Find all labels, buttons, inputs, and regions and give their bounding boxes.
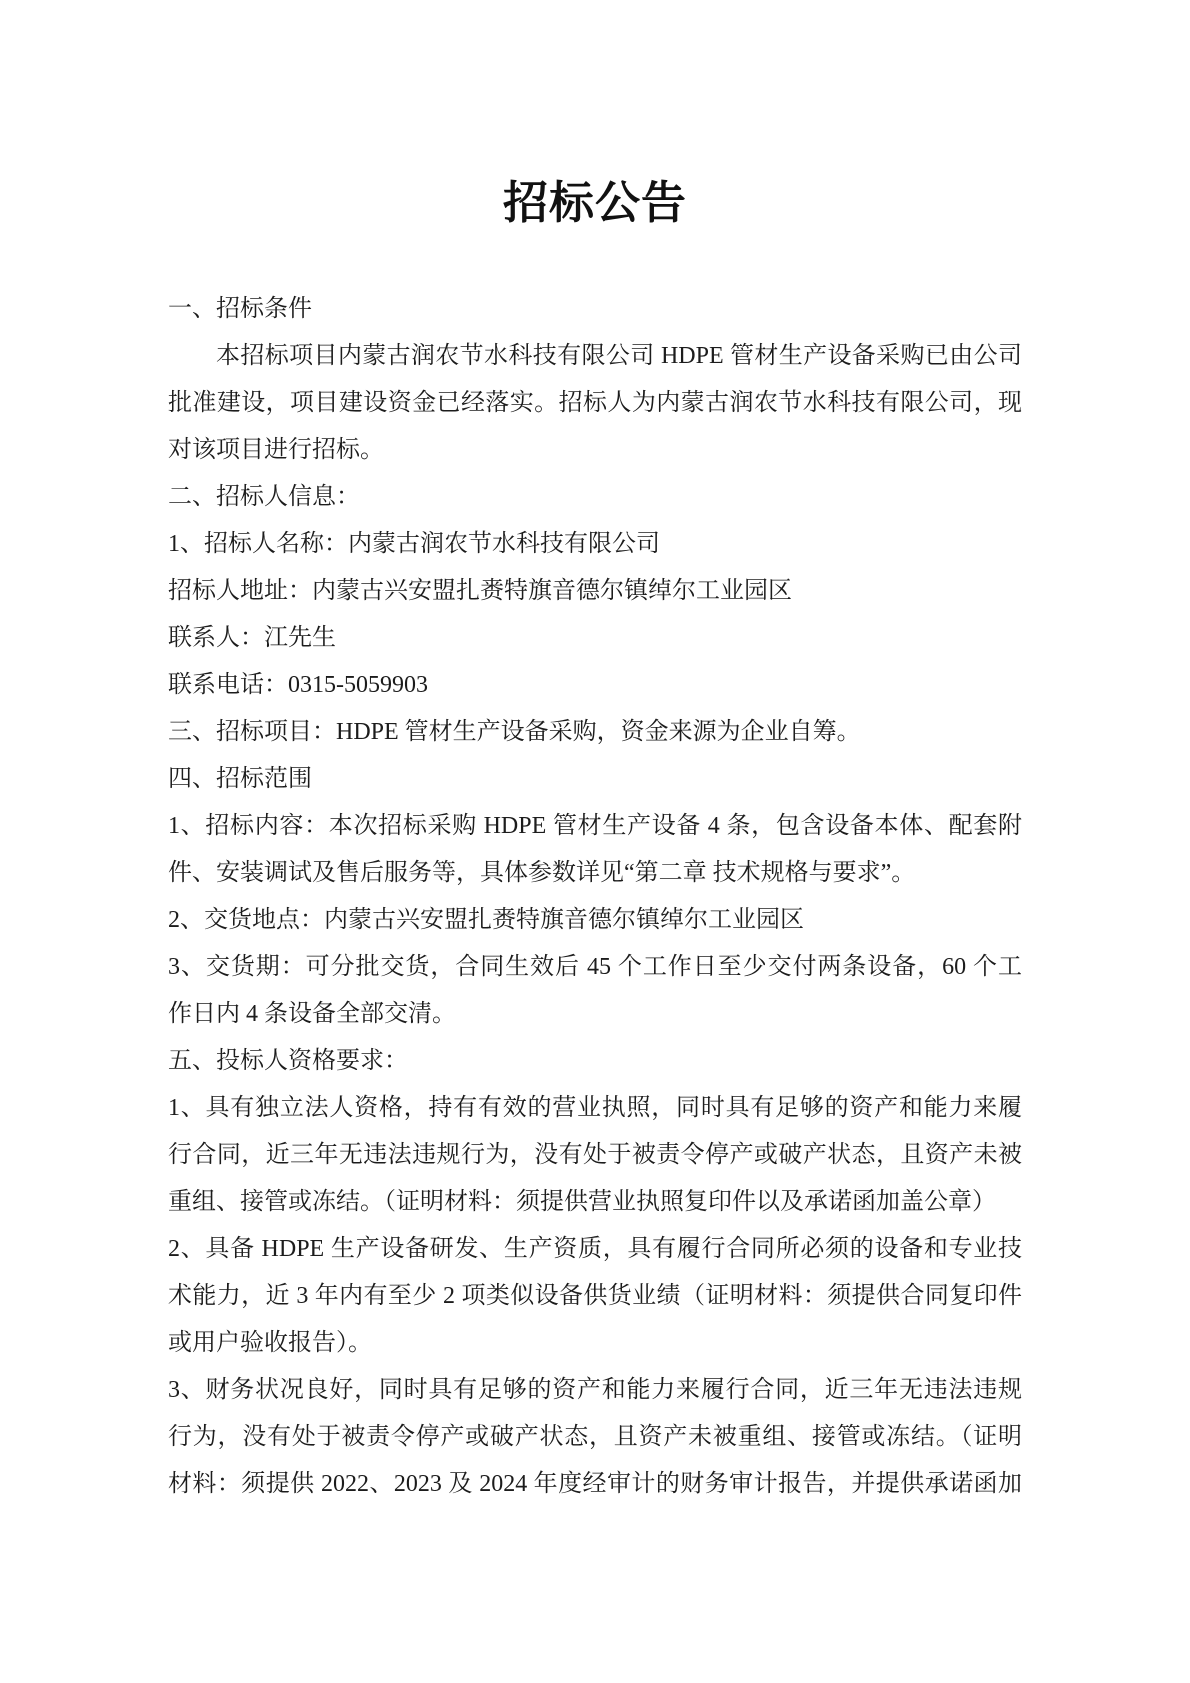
- document-line: 联系人：江先生: [168, 625, 336, 651]
- document-line: 三、招标项目：HDPE 管材生产设备采购，资金来源为企业自筹。: [168, 719, 861, 745]
- document-line: 或用户验收报告）。: [168, 1330, 372, 1356]
- document-line: 二、招标人信息：: [168, 484, 360, 510]
- document-line: 材料：须提供 2022、2023 及 2024 年度经审计的财务审计报告，并提供承诺函加: [168, 1471, 1022, 1497]
- document-line: 行合同，近三年无违法违规行为，没有处于被责令停产或破产状态，且资产未被: [168, 1142, 1022, 1168]
- document-line: 3、交货期：可分批交货，合同生效后 45 个工作日至少交付两条设备，60 个工: [168, 954, 1022, 980]
- document-line: 招标人地址：内蒙古兴安盟扎赉特旗音德尔镇绰尔工业园区: [168, 578, 792, 604]
- document-line: 作日内 4 条设备全部交清。: [168, 1001, 456, 1027]
- document-line: 对该项目进行招标。: [168, 437, 384, 463]
- document-line: 1、招标内容：本次招标采购 HDPE 管材生产设备 4 条，包含设备本体、配套附: [168, 813, 1022, 839]
- document-line: 四、招标范围: [168, 766, 312, 792]
- document-line: 1、具有独立法人资格，持有有效的营业执照，同时具有足够的资产和能力来履: [168, 1095, 1022, 1121]
- document-body: [168, 286, 1022, 1508]
- document-line: 本招标项目内蒙古润农节水科技有限公司 HDPE 管材生产设备采购已由公司: [216, 343, 1022, 369]
- document-line: 2、具备 HDPE 生产设备研发、生产资质，具有履行合同所必须的设备和专业技: [168, 1236, 1022, 1262]
- document-line: 件、安装调试及售后服务等，具体参数详见“第二章 技术规格与要求”。: [168, 860, 916, 886]
- document-line: 行为，没有处于被责令停产或破产状态，且资产未被重组、接管或冻结。（证明: [168, 1424, 1022, 1450]
- document-line: 五、投标人资格要求：: [168, 1048, 408, 1074]
- document-line: 1、招标人名称：内蒙古润农节水科技有限公司: [168, 531, 660, 557]
- document-line: 3、财务状况良好，同时具有足够的资产和能力来履行合同，近三年无违法违规: [168, 1377, 1022, 1403]
- document-line: 术能力，近 3 年内有至少 2 项类似设备供货业绩（证明材料：须提供合同复印件: [168, 1283, 1022, 1309]
- document-line: 一、招标条件: [168, 296, 312, 322]
- document-line: 批准建设，项目建设资金已经落实。招标人为内蒙古润农节水科技有限公司，现: [168, 390, 1022, 416]
- document-line: 重组、接管或冻结。（证明材料：须提供营业执照复印件以及承诺函加盖公章）: [168, 1189, 996, 1215]
- document-line: 联系电话：0315-5059903: [168, 672, 428, 698]
- document-title: 招标公告: [502, 178, 687, 228]
- document-line: 2、交货地点：内蒙古兴安盟扎赉特旗音德尔镇绰尔工业园区: [168, 907, 804, 933]
